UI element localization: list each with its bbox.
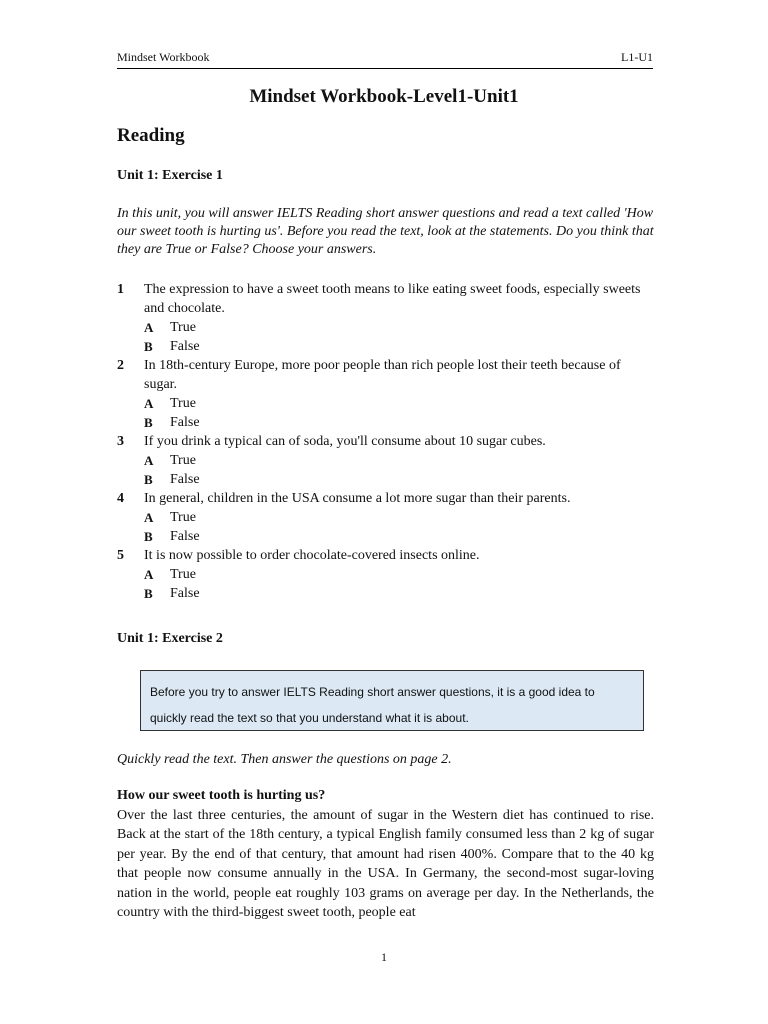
- page-number: 1: [381, 950, 387, 964]
- answer-option[interactable]: [144, 337, 657, 356]
- question-list: [117, 280, 657, 603]
- option-letter: A: [144, 567, 154, 582]
- answer-option[interactable]: [144, 527, 657, 546]
- reading-title: How our sweet tooth is hurting us?: [117, 788, 326, 803]
- option-text: True: [170, 320, 196, 335]
- question-text: In general, children in the USA consume a lot more sugar than their parents.: [144, 491, 571, 506]
- answer-option[interactable]: [144, 470, 657, 489]
- question-number: 5: [117, 548, 124, 563]
- exercise2-instructions: Quickly read the text. Then answer the questions on page 2.: [117, 752, 452, 767]
- question-number: 4: [117, 491, 124, 506]
- option-text: False: [170, 586, 200, 601]
- question-number: 2: [117, 358, 124, 373]
- option-letter: A: [144, 320, 154, 335]
- running-header: [117, 50, 653, 69]
- option-text: True: [170, 453, 196, 468]
- answer-option[interactable]: [144, 413, 657, 432]
- tip-box: Before you try to answer IELTS Reading short answer questions, it is a good idea to quickly read the text so that you understand what it is about.: [140, 670, 644, 731]
- option-text: False: [170, 339, 200, 354]
- question-text: In 18th-century Europe, more poor people than rich people lost their teeth because of sugar.: [144, 358, 621, 392]
- exercise1-instructions: In this unit, you will answer IELTS Reading short answer questions and read a text called 'How our sweet tooth is hurting us'. Before you read the text, look at the statements. Do you think that they are True or False? Choose your answers.: [117, 206, 654, 257]
- question-item: [117, 489, 657, 546]
- option-letter: A: [144, 396, 154, 411]
- option-letter: A: [144, 453, 154, 468]
- option-text: True: [170, 510, 196, 525]
- option-text: True: [170, 567, 196, 582]
- question-item: [117, 356, 657, 432]
- answer-option[interactable]: [144, 508, 657, 527]
- option-letter: B: [144, 586, 153, 601]
- answer-option[interactable]: [144, 565, 657, 584]
- question-text: If you drink a typical can of soda, you'll consume about 10 sugar cubes.: [144, 434, 546, 449]
- exercise1-heading: Unit 1: Exercise 1: [117, 168, 223, 183]
- section-title: Reading: [117, 125, 185, 146]
- answer-option[interactable]: [144, 318, 657, 337]
- reading-body: Over the last three centuries, the amount of sugar in the Western diet has continued to rise. Back at the start of the 18th century, a typical English family consumed less than 2 kg of sugar per year. By the end of that century, that amount had risen 400%. Compare that to the 40 kg that people now consume annually in the USA. In Germany, the second-most sugar-loving nation in the world, people eat roughly 103 grams on average per day. In the Netherlands, the country with the third-biggest sweet tooth, people eat: [117, 808, 654, 921]
- answer-option[interactable]: [144, 451, 657, 470]
- question-item: [117, 546, 657, 603]
- question-text: It is now possible to order chocolate-covered insects online.: [144, 548, 480, 563]
- question-text: The expression to have a sweet tooth means to like eating sweet foods, especially sweets and chocolate.: [144, 282, 641, 316]
- option-text: True: [170, 396, 196, 411]
- question-item: [117, 432, 657, 489]
- option-letter: A: [144, 510, 154, 525]
- option-letter: B: [144, 415, 153, 430]
- option-text: False: [170, 415, 200, 430]
- exercise2-heading: Unit 1: Exercise 2: [117, 631, 223, 646]
- question-number: 3: [117, 434, 124, 449]
- document-title: Mindset Workbook-Level1-Unit1: [249, 86, 519, 107]
- option-text: False: [170, 529, 200, 544]
- question-item: [117, 280, 657, 356]
- answer-option[interactable]: [144, 584, 657, 603]
- question-number: 1: [117, 282, 124, 297]
- header-right: L1-U1: [621, 50, 653, 64]
- option-letter: B: [144, 529, 153, 544]
- option-letter: B: [144, 472, 153, 487]
- header-left: Mindset Workbook: [117, 50, 210, 64]
- option-text: False: [170, 472, 200, 487]
- answer-option[interactable]: [144, 394, 657, 413]
- option-letter: B: [144, 339, 153, 354]
